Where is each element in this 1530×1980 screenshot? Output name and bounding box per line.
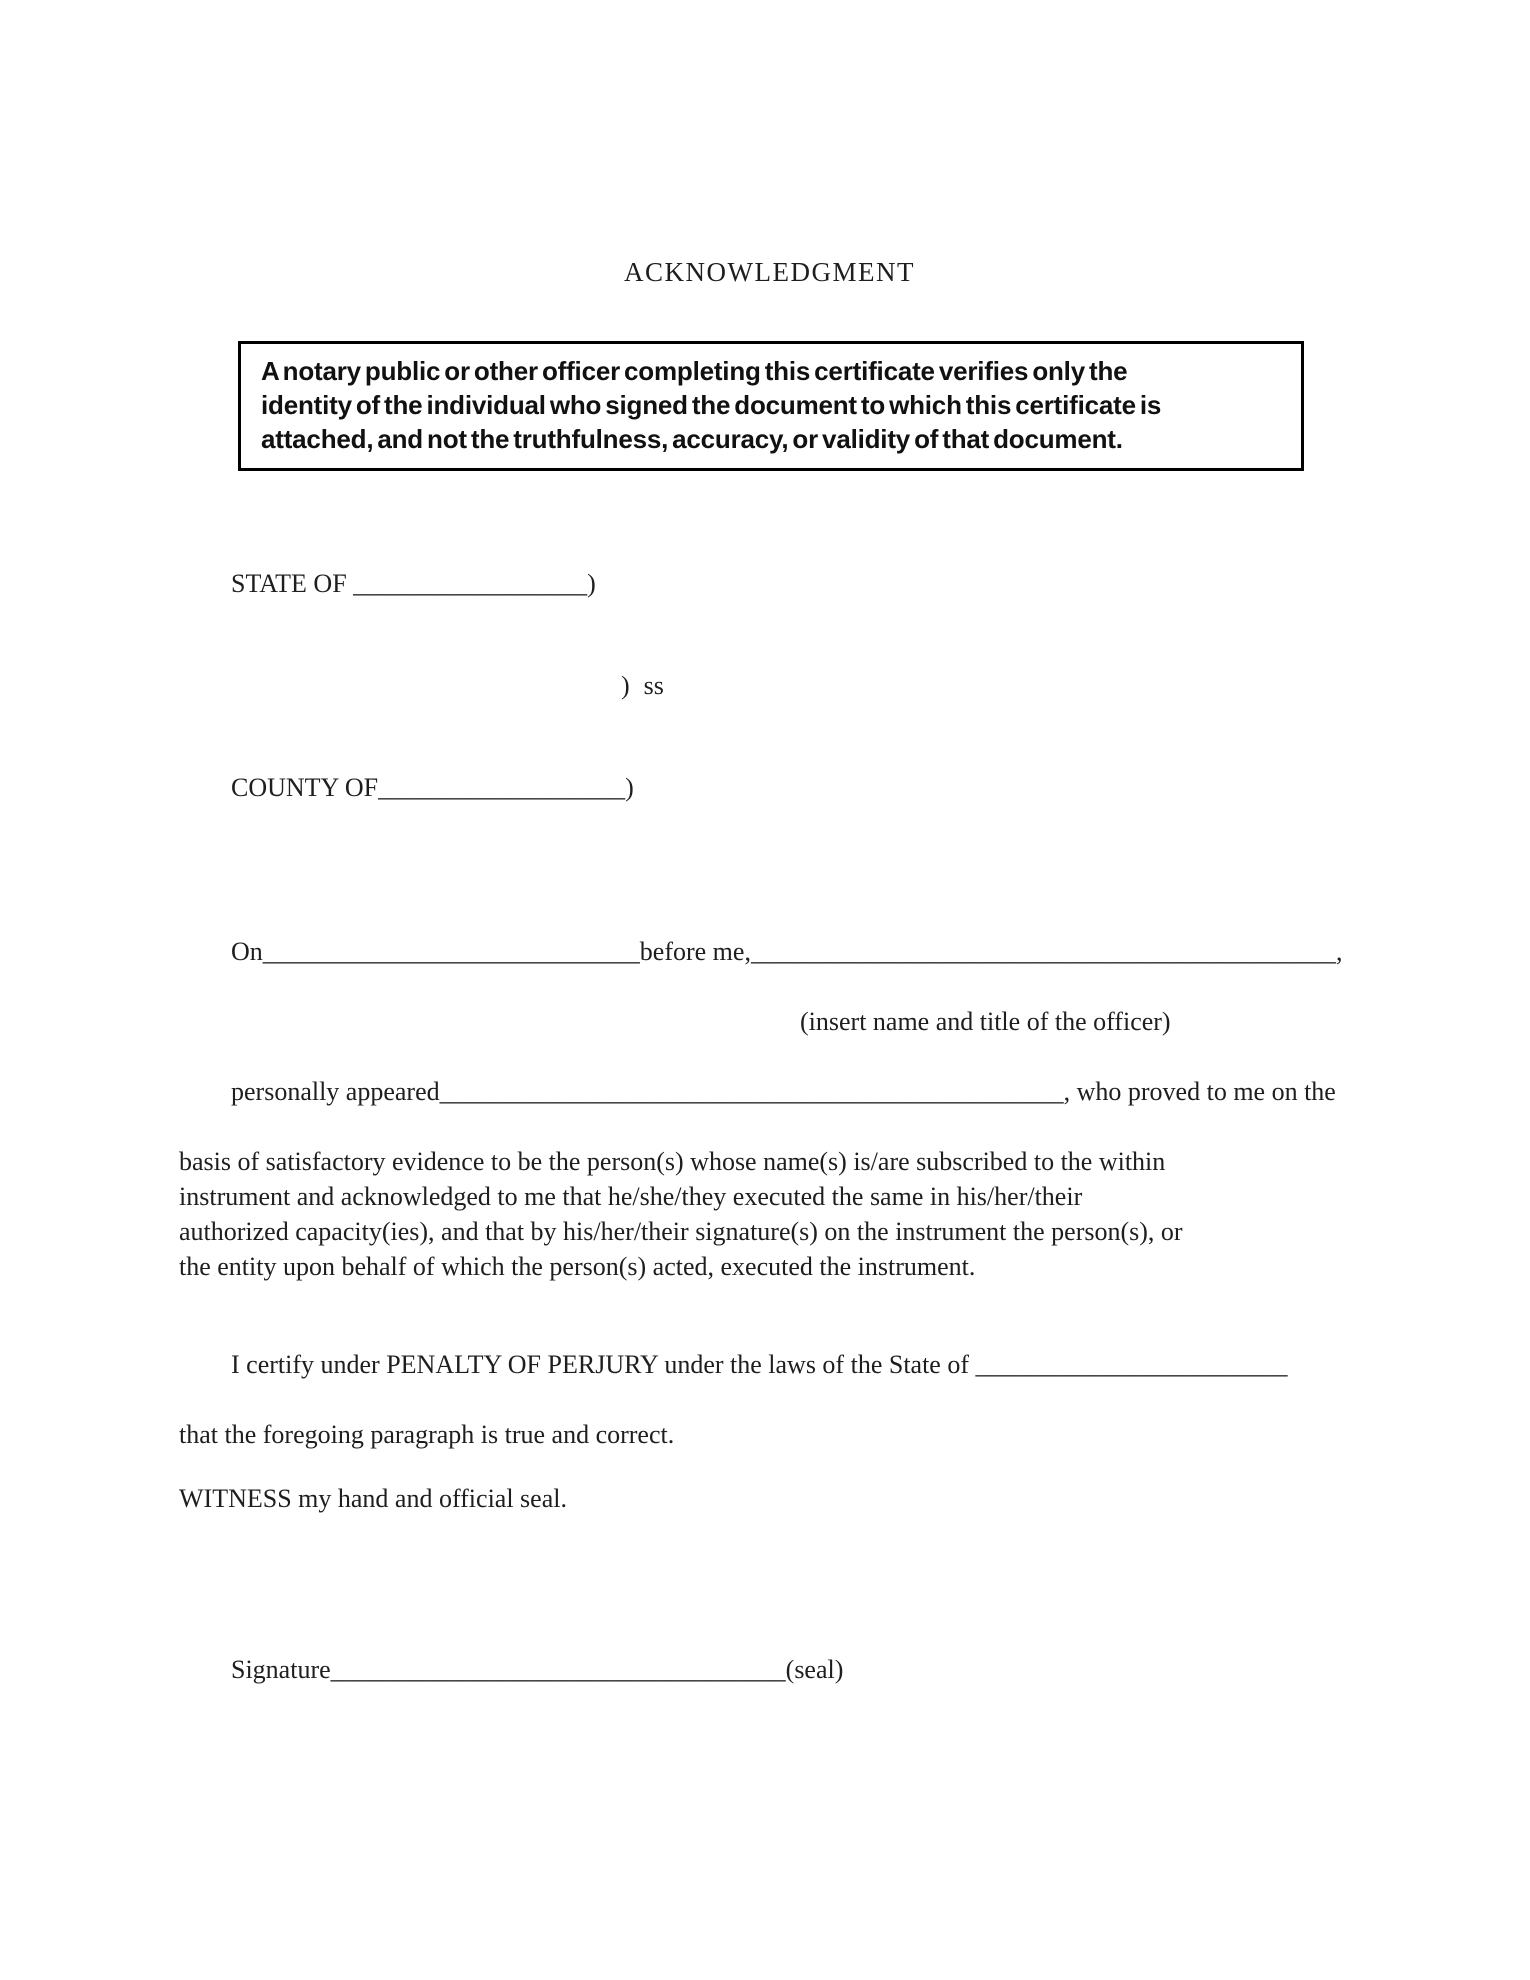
- personally-appeared-label: personally appeared: [231, 1077, 440, 1106]
- state-line: [179, 533, 1360, 635]
- signature-blank-field[interactable]: ___________________________________: [330, 1655, 786, 1684]
- county-of-label: COUNTY OF: [231, 773, 379, 802]
- state-of-label: STATE OF: [231, 569, 354, 598]
- on-label: On: [231, 937, 263, 966]
- ss-paren: ): [621, 671, 630, 700]
- document-title: ACKNOWLEDGMENT: [624, 257, 915, 287]
- witness-statement-block: [179, 1482, 1360, 1516]
- county-close-paren: ): [625, 773, 634, 802]
- witness-statement: WITNESS my hand and official seal.: [179, 1484, 567, 1513]
- venue-block: [179, 533, 1360, 839]
- state-blank-field[interactable]: __________________: [353, 569, 588, 598]
- perjury-statement: [179, 1312, 1360, 1452]
- perjury-line: [179, 1312, 1360, 1417]
- personally-appeared-line: [179, 1039, 1360, 1144]
- perjury-line: that the foregoing paragraph is true and correct.: [179, 1420, 675, 1449]
- officer-hint: (insert name and title of the officer): [800, 1007, 1171, 1036]
- officer-name-blank-field[interactable]: _____________________________________________: [750, 937, 1336, 966]
- notary-disclaimer-box: [238, 341, 1304, 471]
- state-close-paren: ): [587, 569, 596, 598]
- who-proved-text: , who proved to me on the: [1063, 1077, 1336, 1106]
- signature-line: [179, 1619, 1360, 1721]
- state-name-blank-field[interactable]: ________________________: [975, 1350, 1288, 1379]
- disclaimer-line: A notary public or other officer completing this certificate verifies only the: [261, 356, 1128, 386]
- acknowledgment-paragraph-line: instrument and acknowledged to me that he/she/they executed the same in his/her/their: [179, 1182, 1083, 1211]
- disclaimer-line: attached, and not the truthfulness, accuracy, or validity of that document.: [261, 424, 1123, 454]
- acknowledgment-paragraph-line: basis of satisfactory evidence to be the person(s) whose name(s) is/are subscribed to the within: [179, 1147, 1166, 1176]
- acknowledgment-paragraph-line: the entity upon behalf of which the person(s) acted, executed the instrument.: [179, 1252, 976, 1281]
- signature-label: Signature: [231, 1655, 331, 1684]
- signature-block: [179, 1619, 1360, 1721]
- county-blank-field[interactable]: ___________________: [378, 773, 626, 802]
- appeared-name-blank-field[interactable]: ________________________________________________: [439, 1077, 1064, 1106]
- trailing-comma: ,: [1335, 937, 1343, 966]
- seal-label: (seal): [785, 1655, 844, 1684]
- acknowledgment-body: [179, 899, 1360, 1284]
- perjury-text: I certify under PENALTY OF PERJURY under the laws of the State of: [231, 1350, 976, 1379]
- ss-label: ss: [643, 671, 664, 700]
- disclaimer-line: identity of the individual who signed the document to which this certificate is: [261, 390, 1162, 420]
- acknowledgment-paragraph-line: authorized capacity(ies), and that by his/her/their signature(s) on the instrument the person(s), or: [179, 1217, 1183, 1246]
- on-before-me-line: [179, 899, 1360, 1004]
- ss-line: [179, 635, 1360, 737]
- county-line: [179, 737, 1360, 839]
- before-me-label: before me,: [639, 937, 751, 966]
- date-blank-field[interactable]: _____________________________: [262, 937, 640, 966]
